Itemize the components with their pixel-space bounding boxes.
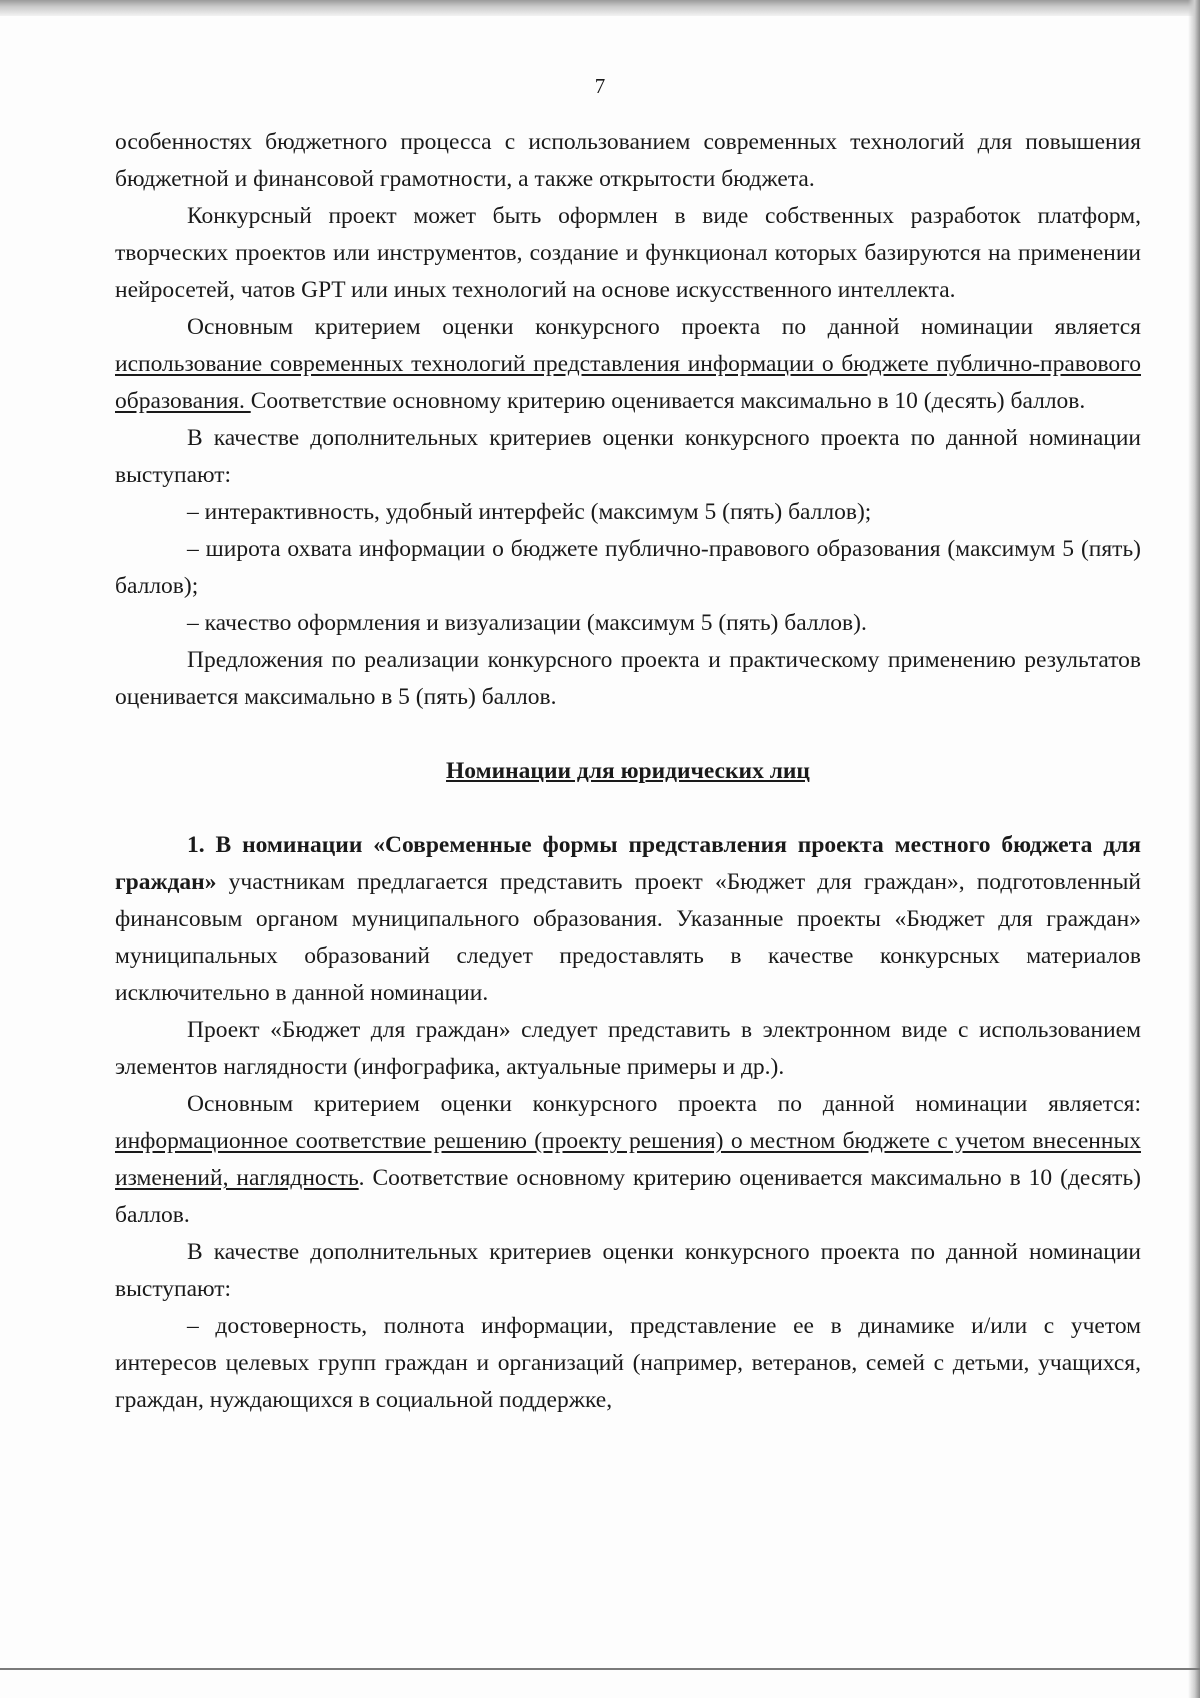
- list-item-design-quality: – качество оформления и визуализации (максимум 5 (пять) баллов).: [187, 610, 867, 636]
- scan-edge-bottom: [0, 1668, 1200, 1670]
- text-segment: Основным критерием оценки конкурсного проекта по данной номинации является: [187, 314, 1141, 340]
- document-body: [115, 124, 1141, 1419]
- underlined-criterion-2: информационное соответствие решению (проекту решения) о местном бюджете с учетом внесенных изменений, наглядность: [115, 1128, 1141, 1191]
- section-heading: Номинации для юридических лиц: [446, 758, 810, 784]
- paragraph-electronic-form: Проект «Бюджет для граждан» следует представить в электронном виде с использованием элементов наглядности (инфографика, актуальные примеры и др.).: [115, 1017, 1141, 1080]
- text-segment: участникам предлагается представить проект «Бюджет для граждан», подготовленный финансовым органом муниципального образования. Указанные проекты «Бюджет для граждан» муниципальных образований следует предоставлять в качестве конкурсных материалов исключительно в данной номинации.: [115, 869, 1141, 1006]
- paragraph-nomination-1: [115, 827, 1141, 1012]
- paragraph-additional-criteria: В качестве дополнительных критериев оценки конкурсного проекта по данной номинации выступают:: [115, 425, 1141, 488]
- list-item-coverage: – широта охвата информации о бюджете публично-правового образования (максимум 5 (пять) баллов);: [115, 536, 1141, 599]
- page-number: 7: [594, 74, 606, 98]
- paragraph-additional-criteria-2: В качестве дополнительных критериев оценки конкурсного проекта по данной номинации выступают:: [115, 1239, 1141, 1302]
- underlined-criterion: использование современных технологий представления информации о бюджете публично-правового образования.: [115, 351, 1141, 414]
- paragraph-proposals: Предложения по реализации конкурсного проекта и практическому применению результатов оценивается максимально в 5 (пять) баллов.: [115, 647, 1141, 710]
- nomination-title: 1. В номинации «Современные формы представления проекта местного бюджета для граждан»: [115, 832, 1141, 895]
- paragraph-continuation: особенностях бюджетного процесса с использованием современных технологий для повышения бюджетной и финансовой грамотности, а также открытости бюджета.: [115, 129, 1141, 192]
- text-segment: Соответствие основному критерию оценивается максимально в 10 (десять) баллов.: [250, 388, 1086, 414]
- list-item-reliability: – достоверность, полнота информации, представление ее в динамике и/или с учетом интересов целевых групп граждан и организаций (например, ветеранов, семей с детьми, учащихся, граждан, нуждающихся в социальной поддержке,: [115, 1313, 1141, 1413]
- paragraph-project-format: Конкурсный проект может быть оформлен в виде собственных разработок платформ, творческих проектов или инструментов, создание и функционал которых базируются на применении нейросетей, чатов GPT или иных технологий на основе искусственного интеллекта.: [115, 203, 1141, 303]
- list-item-interactivity: – интерактивность, удобный интерфейс (максимум 5 (пять) баллов);: [187, 499, 872, 525]
- paragraph-main-criterion: [115, 309, 1141, 420]
- text-segment: . Соответствие основному критерию оценивается максимально в 10 (десять) баллов.: [115, 1165, 1141, 1228]
- paragraph-main-criterion-2: [115, 1086, 1141, 1234]
- text-segment: Основным критерием оценки конкурсного проекта по данной номинации является:: [187, 1091, 1141, 1117]
- scan-edge-top: [0, 0, 1200, 16]
- scan-edge-right: [1188, 0, 1200, 1698]
